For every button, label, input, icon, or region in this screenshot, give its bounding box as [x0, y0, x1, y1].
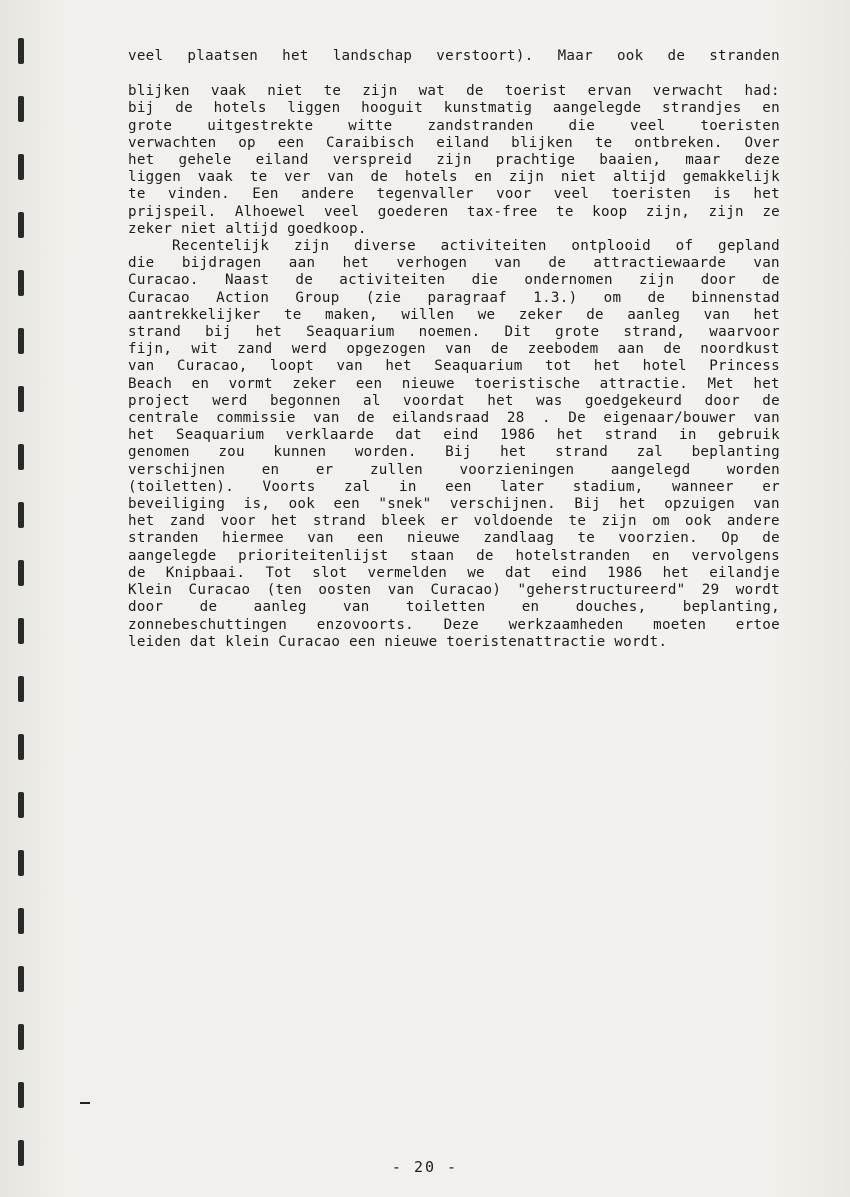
text-line: leiden dat klein Curacao een nieuwe toeristenattractie wordt. [128, 633, 668, 650]
text-line: verschijnen en er zullen voorzieningen aangelegd worden [128, 461, 780, 478]
text-line: het Seaquarium verklaarde dat eind 1986 het strand in gebruik [128, 427, 780, 444]
text-line: Curacao Action Group (zie paragraaf 1.3.) om de binnenstad [128, 289, 780, 306]
text-line: Beach en vormt zeker een nieuwe toeristische attractie. Met het [128, 375, 780, 392]
text-line: project werd begonnen al voordat het was goedgekeurd door de [128, 392, 780, 409]
text-line: bij de hotels liggen hooguit kunstmatig aangelegde strandjes en [128, 100, 780, 117]
text-line: (toiletten). Voorts zal in een later stadium, wanneer er [128, 478, 780, 495]
text-line: door de aanleg van toiletten en douches, beplanting, [128, 599, 780, 616]
text-line: Curacao. Naast de activiteiten die ondernomen zijn door de [128, 272, 780, 289]
binder-hole [18, 154, 24, 180]
text-line: die bijdragen aan het verhogen van de attractiewaarde van [128, 255, 780, 272]
binder-hole [18, 792, 24, 818]
text-line: Klein Curacao (ten oosten van Curacao) "geherstructureerd" 29 wordt [128, 582, 780, 599]
text-line: beveiliging is, ook een "snek" verschijnen. Bij het opzuigen van [128, 496, 780, 513]
binder-hole [18, 1082, 24, 1108]
text-line: prijspeil. Alhoewel veel goederen tax-free te koop zijn, zijn ze [128, 203, 780, 220]
binder-holes [10, 30, 40, 1170]
binder-hole [18, 676, 24, 702]
page-number: - 20 - [391, 1158, 459, 1176]
text-line: genomen zou kunnen worden. Bij het strand zal beplanting [128, 444, 780, 461]
text-line: Recentelijk zijn diverse activiteiten ontplooid of gepland [172, 238, 780, 255]
body-text [128, 48, 780, 651]
binder-hole [18, 850, 24, 876]
binder-hole [18, 1024, 24, 1050]
text-line: strand bij het Seaquarium noemen. Dit grote strand, waarvoor [128, 324, 780, 341]
binder-hole [18, 734, 24, 760]
text-line: centrale commissie van de eilandsraad 28 . De eigenaar/bouwer van [128, 410, 780, 427]
binder-hole [18, 96, 24, 122]
text-line: van Curacao, loopt van het Seaquarium tot het hotel Princess [128, 358, 780, 375]
binder-hole [18, 328, 24, 354]
margin-mark [80, 1102, 90, 1104]
text-line: stranden hiermee van een nieuwe zandlaag te voorzien. Op de [128, 530, 780, 547]
text-line: aantrekkelijker te maken, willen we zeker de aanleg van het [128, 306, 780, 323]
text-line: fijn, wit zand werd opgezogen van de zeebodem aan de noordkust [128, 341, 780, 358]
text-line: grote uitgestrekte witte zandstranden die veel toeristen [128, 117, 780, 134]
binder-hole [18, 618, 24, 644]
text-line: liggen vaak te ver van de hotels en zijn niet altijd gemakkelijk [128, 169, 780, 186]
text-line: verwachten op een Caraibisch eiland blijken te ontbreken. Over [128, 134, 780, 151]
text-line: het zand voor het strand bleek er voldoende te zijn om ook andere [128, 513, 780, 530]
binder-hole [18, 966, 24, 992]
binder-hole [18, 560, 24, 586]
binder-hole [18, 38, 24, 64]
text-line: te vinden. Een andere tegenvaller voor veel toeristen is het [128, 186, 780, 203]
binder-hole [18, 270, 24, 296]
text-line: de Knipbaai. Tot slot vermelden we dat eind 1986 het eilandje [128, 564, 780, 581]
text-line: aangelegde prioriteitenlijst staan de hotelstranden en vervolgens [128, 547, 780, 564]
binder-hole [18, 212, 24, 238]
text-line: zeker niet altijd goedkoop. [128, 220, 367, 237]
binder-hole [18, 502, 24, 528]
binder-hole [18, 386, 24, 412]
binder-hole [18, 444, 24, 470]
binder-hole [18, 908, 24, 934]
text-line: zonnebeschuttingen enzovoorts. Deze werkzaamheden moeten ertoe [128, 616, 780, 633]
text-line: blijken vaak niet te zijn wat de toerist ervan verwacht had: [128, 83, 780, 100]
text-line: veel plaatsen het landschap verstoort). Maar ook de stranden [128, 48, 780, 64]
text-line: het gehele eiland verspreid zijn prachtige baaien, maar deze [128, 152, 780, 169]
